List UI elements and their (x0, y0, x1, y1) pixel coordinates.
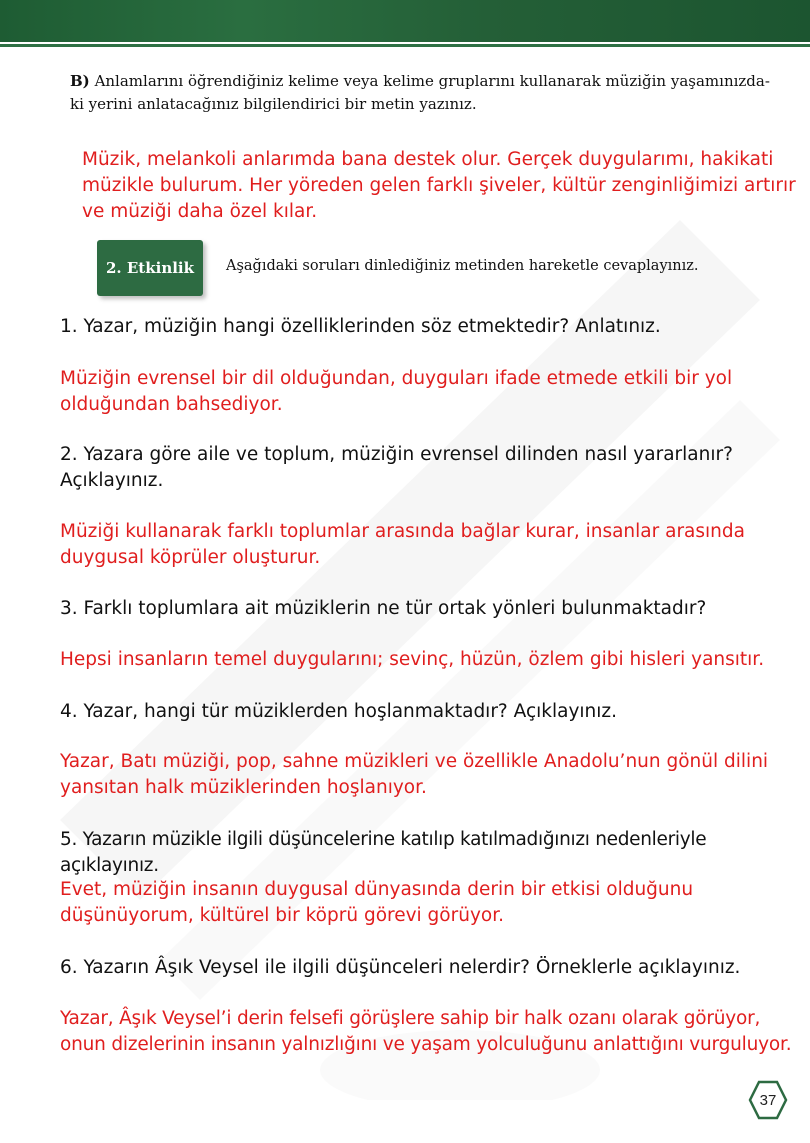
answer-line: Müzik, melankoli anlarımda bana destek olur. Gerçek duygularımı, hakikati (82, 149, 774, 170)
answer-4 (60, 749, 768, 801)
answer-5 (60, 877, 693, 929)
activity-instruction: Aşağıdaki soruları dinlediğiniz metinden hareketle cevaplayınız. (226, 258, 699, 274)
answer-2 (60, 519, 745, 571)
question-line: 5. Yazarın müzikle ilgili düşüncelerine katılıp katılmadığınızı nedenleriyle açıklayınız. (60, 829, 707, 876)
answer-3 (60, 647, 764, 673)
question-1 (60, 314, 661, 340)
answer-line: Müziğin evrensel bir dil olduğundan, duyguları ifade etmede etkili bir yol (60, 368, 733, 389)
question-line: 4. Yazar, hangi tür müziklerden hoşlanmaktadır? Açıklayınız. (60, 701, 618, 722)
question-line: Açıklayınız. (60, 470, 164, 491)
question-3 (60, 596, 706, 622)
answer-line: müzikle bulurum. Her yöreden gelen farklı şiveler, kültür zenginliğimizi artırır (82, 175, 796, 196)
answer-line: Hepsi insanların temel duygularını; sevinç, hüzün, özlem gibi hisleri yansıtır. (60, 649, 765, 670)
header-bar (0, 0, 810, 42)
answer-line: Müziği kullanarak farklı toplumlar arasında bağlar kurar, insanlar arasında (60, 521, 745, 542)
section-b-instruction (70, 70, 770, 116)
section-b-label: B) (70, 72, 90, 90)
question-line: 1. Yazar, müziğin hangi özelliklerinden söz etmektedir? Anlatınız. (60, 316, 661, 337)
answer-line: Evet, müziğin insanın duygusal dünyasında derin bir etkisi olduğunu (60, 879, 694, 900)
answer-line: Yazar, Batı müziği, pop, sahne müzikleri ve özellikle Anadolu’nun gönül dilini (60, 751, 769, 772)
page-number: 37 (759, 1091, 777, 1109)
question-2 (60, 442, 733, 494)
answer-line: onun dizelerinin insanın yalnızlığını ve yaşam yolculuğunu anlattığını vurguluyor. (60, 1034, 792, 1055)
question-line: 6. Yazarın Âşık Veysel ile ilgili düşünceleri nelerdir? Örneklerle açıklayınız. (60, 957, 741, 978)
answer-line: olduğundan bahsediyor. (60, 394, 283, 415)
section-b-instruction-line-1: Anlamlarını öğrendiğiniz kelime veya kelime gruplarını kullanarak müziğin yaşamınızda- (94, 72, 770, 90)
answer-6 (60, 1006, 791, 1058)
question-5 (60, 827, 810, 879)
answer-line: düşünüyorum, kültürel bir köprü görevi görüyor. (60, 905, 505, 926)
question-line: 2. Yazara göre aile ve toplum, müziğin evrensel dilinden nasıl yararlanır? (60, 444, 733, 465)
answer-line: Yazar, Âşık Veysel’i derin felsefi görüşlere sahip bir halk ozanı olarak görüyor, (60, 1008, 761, 1029)
answer-line: duygusal köprüler oluşturur. (60, 547, 321, 568)
question-4 (60, 699, 617, 725)
section-b-answer (82, 147, 796, 225)
header-rule (0, 44, 810, 47)
answer-1 (60, 366, 732, 418)
answer-line: ve müziği daha özel kılar. (82, 201, 318, 222)
question-6 (60, 955, 740, 981)
question-line: 3. Farklı toplumlara ait müziklerin ne tür ortak yönleri bulunmaktadır? (60, 598, 707, 619)
section-b-instruction-line-2: ki yerini anlatacağınız bilgilendirici bir metin yazınız. (70, 95, 477, 113)
activity-badge: 2. Etkinlik (97, 240, 203, 296)
answer-line: yansıtan halk müziklerinden hoşlanıyor. (60, 777, 427, 798)
